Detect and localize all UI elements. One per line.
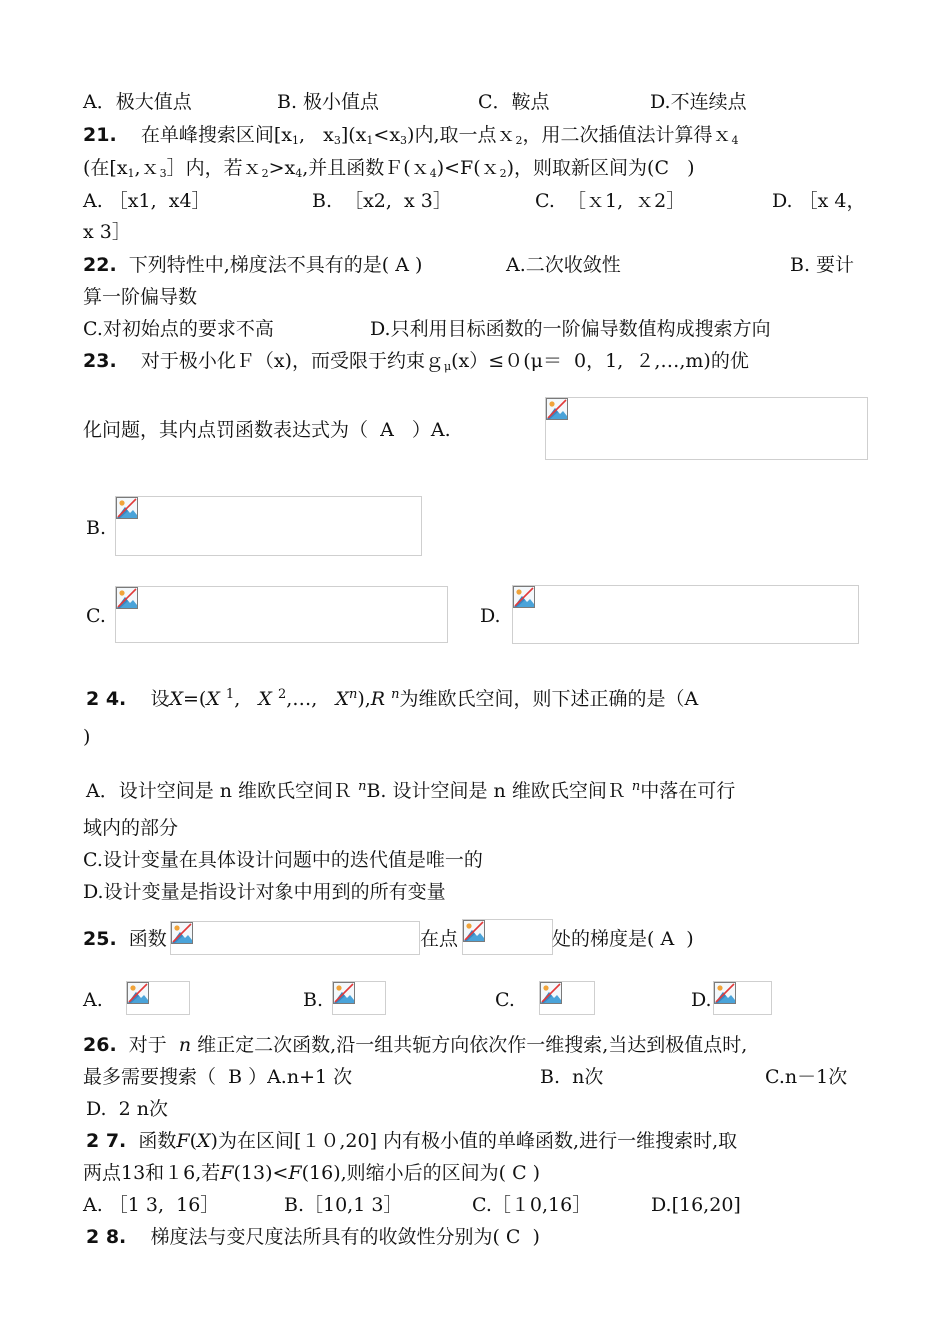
q26-number: 26.	[83, 1034, 117, 1056]
q23-number: 23.	[83, 350, 117, 372]
q20-option-d: D.不连续点	[650, 91, 747, 113]
q23-option-c-formula-image	[115, 586, 448, 643]
q21-number: 21.	[83, 124, 117, 146]
q24-number: 2 4.	[86, 688, 127, 710]
broken-image-icon	[127, 982, 149, 1004]
q27-option-a: A. ［1 3, 16］	[83, 1194, 220, 1216]
q25-number: 25.	[83, 928, 117, 950]
q25-at-point: 在点	[420, 928, 459, 950]
q21-option-b: B. ［x2, x 3］	[312, 190, 452, 212]
q20-option-b: B. 极小值点	[277, 91, 380, 113]
q23-option-d-formula-image	[512, 585, 859, 644]
q25-option-a-image	[126, 981, 190, 1015]
q26-option-c: C.n－1次	[765, 1066, 848, 1088]
q27-option-d: D.[16,20]	[651, 1194, 741, 1216]
q26-option-d: D. 2 n次	[86, 1098, 169, 1120]
q22-option-d: D.只利用目标函数的一阶偏导数值构成搜索方向	[370, 318, 771, 340]
q21-line1: 21. 在单峰搜索区间[$x_1$, $x_3](x_1<x_3)$内,取一点ｘ$_2$，用二次插值法计算得ｘ$_4$	[83, 124, 739, 147]
q25-option-c-label: C.	[495, 989, 515, 1011]
q23-option-c-label: C.	[86, 605, 106, 627]
q24-line2: )	[83, 726, 91, 748]
q25-option-a-label: A.	[83, 989, 103, 1011]
q26-line2: 最多需要搜索（ B ）A.n+1 次	[83, 1066, 353, 1088]
q23-option-a-formula-image	[545, 397, 868, 460]
q21-option-d-cont: x 3］	[83, 221, 131, 243]
broken-image-icon	[714, 982, 736, 1004]
q22-option-c: C.对初始点的要求不高	[83, 318, 274, 340]
q28-number: 2 8.	[86, 1226, 127, 1248]
q22-line1: 22. 下列特性中,梯度法不具有的是( A )	[83, 254, 423, 276]
q24-option-c: C.设计变量在具体设计问题中的迭代值是唯一的	[83, 849, 483, 871]
q27-option-b: B.［10,1 3］	[284, 1194, 403, 1216]
q25-label: 25. 函数	[83, 928, 167, 950]
broken-image-icon	[333, 982, 355, 1004]
q23-option-b-label: B.	[86, 517, 107, 539]
q24-option-d: D.设计变量是指设计对象中用到的所有变量	[83, 881, 446, 903]
q25-function-image	[170, 921, 420, 955]
q23-line2: 化问题，其内点罚函数表达式为（ A ）A.	[83, 419, 451, 441]
q20-option-c: C．鞍点	[478, 91, 550, 113]
q27-option-c: C.［１0,16］	[472, 1194, 592, 1216]
q21-option-a: A. ［x1, x4］	[83, 190, 211, 212]
q25-option-d-label: D.	[691, 989, 712, 1011]
q22-option-a: A.二次收敛性	[506, 254, 621, 276]
q27-line1: 2 7. 函数F(X)为在区间[１０,20] 内有极小值的单峰函数,进行一维搜索时,取	[86, 1130, 738, 1152]
broken-image-icon	[116, 587, 138, 609]
q24-line1: 2 4. 设X=(X $^1$, X $^2$,…, $X^n),R$ $^n$为维欧氏空间，则下述正确的是（A	[86, 687, 699, 710]
q25-option-b-label: B.	[303, 989, 324, 1011]
q21-option-d: D. ［x 4，	[772, 190, 866, 212]
broken-image-icon	[463, 920, 485, 942]
q22-number: 22.	[83, 254, 117, 276]
q22-option-b-cont: 算一阶偏导数	[83, 286, 198, 308]
q24-option-b-cont: 域内的部分	[83, 817, 179, 839]
q23-option-d-label: D.	[480, 605, 501, 627]
broken-image-icon	[171, 922, 193, 944]
q27-number: 2 7.	[86, 1130, 127, 1152]
q23-option-b-formula-image	[115, 496, 422, 556]
q21-option-c: C. ［ｘ1, ｘ2］	[535, 190, 686, 212]
q26-line1: 26. 对于 n 维正定二次函数,沿一组共轭方向依次作一维搜索,当达到极值点时,	[83, 1034, 748, 1056]
broken-image-icon	[546, 398, 568, 420]
broken-image-icon	[540, 982, 562, 1004]
q27-line2: 两点13和１6,若F(13)<F(16),则缩小后的区间为( C )	[83, 1162, 541, 1184]
q25-option-b-image	[332, 981, 386, 1015]
q25-question-tail: 处的梯度是( A )	[552, 928, 694, 950]
q23-line1: 23. 对于极小化Ｆ（x)，而受限于约束ｇ$_\mu$(x）≤０(μ＝ 0，1, ２,…,m)的优	[83, 350, 749, 373]
q22-option-b: B. 要计	[790, 254, 855, 276]
q21-line2: (在[$x_1,x_3]$内，若$x_2>x_4$,并且函数Ｆ(ｘ$_4$)<F(ｘ$_2$)，则取新区间为(C )	[83, 157, 695, 180]
q28-line1: 2 8. 梯度法与变尺度法所具有的收敛性分别为( C )	[86, 1226, 540, 1248]
q24-options-ab: A．设计空间是 n 维欧氏空间Ｒ $^n$B. 设计空间是 n 维欧氏空间Ｒ $^n$中落在可行	[86, 779, 736, 802]
q25-option-c-image	[539, 981, 595, 1015]
q25-option-d-image	[713, 981, 772, 1015]
q26-option-b: B. n次	[540, 1066, 604, 1088]
broken-image-icon	[116, 497, 138, 519]
q25-point-image	[462, 919, 553, 955]
broken-image-icon	[513, 586, 535, 608]
q20-option-a: A．极大值点	[83, 91, 192, 113]
